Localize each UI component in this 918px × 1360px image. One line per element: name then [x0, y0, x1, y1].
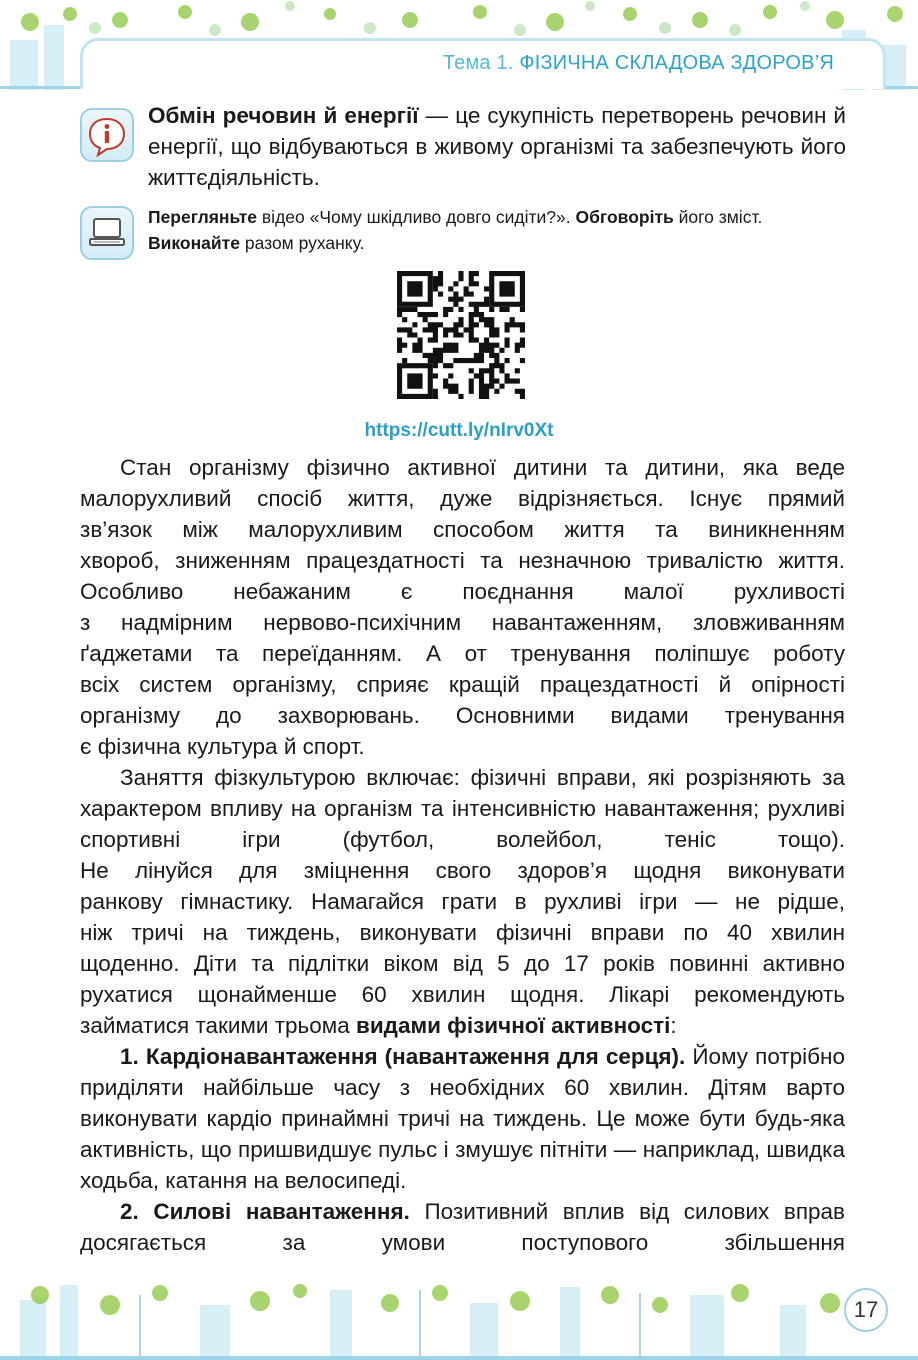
- task-verb-watch: Перегляньте: [148, 207, 258, 227]
- qr-code-icon[interactable]: [397, 271, 525, 399]
- p2-line-7: [80, 1010, 845, 1041]
- p2-line-2: Не лінуйся для зміцнення свого здоров’я щодня виконувати: [80, 858, 845, 883]
- video-link[interactable]: https://cutt.ly/nIrv0Xt: [364, 420, 554, 441]
- cardio-text: Йому потрібно приділяти найбільше часу з необхідних 60 хвилин. Дітям варто виконувати кардіо принаймні тричі на тиждень. Це може бути будь-яка активність, що пришвидшує пульс і змушує пітніти — наприклад, швидка ходьба, катання на велосипеді.: [80, 1044, 845, 1193]
- task-verb-do: Виконайте: [148, 233, 240, 253]
- cardio-heading: 1. Кардіонавантаження (навантаження для серця).: [120, 1044, 686, 1069]
- p2-line-3: ранкову гімнастику. Намагайся грати в рухливі ігри — не рідше,: [80, 889, 845, 914]
- cardio-paragraph: [80, 1041, 845, 1196]
- main-text: [80, 452, 845, 1258]
- laptop-icon: [80, 206, 134, 260]
- p1-line-2: малорухливий спосіб життя, дуже відрізняється. Існує прямий: [80, 486, 845, 511]
- p2-tail-a: займатися такими трьома: [80, 1013, 356, 1038]
- task-text-2: його зміст.: [673, 207, 763, 227]
- strength-heading: 2. Силові навантаження.: [120, 1199, 410, 1224]
- topic-prefix: Тема 1.: [442, 52, 514, 74]
- p2-line-1: Заняття фізкультурою включає: фізичні вправи, які розрізняють за характером впливу на організм та інтенсивністю навантаження; рухливі спортивні ігри (футбол, волейбол, теніс тощо).: [80, 765, 845, 852]
- bottom-decorative-border: [0, 1265, 918, 1360]
- p1-line-8: є фізична культура й спорт.: [80, 734, 365, 759]
- task-text-3: разом руханку.: [239, 233, 365, 253]
- p1-line-1: Стан організму фізично активної дитини та дитини, яка веде: [120, 455, 845, 480]
- task-verb-discuss: Обговоріть: [575, 207, 674, 227]
- info-speech-bubble-icon: [80, 108, 134, 162]
- p2-line-6: рухатися щонайменше 60 хвилин щодня. Лікарі рекомендують: [80, 982, 845, 1007]
- definition-text: — це сукупність перетворень речовин й енергії, що відбуваються в живому організмі та забезпечують його життєдіяльність.: [148, 103, 847, 190]
- p1-line-6: ґаджетами та переїданням. А от тренування поліпшує роботу: [80, 641, 845, 666]
- p2-tail-c: :: [670, 1013, 677, 1038]
- p1-line-5: з надмірним нервово-психічним навантаженням, зловживанням: [80, 610, 845, 635]
- p1-line-3: зв’язок між малорухливим способом життя та виникненням: [80, 517, 845, 542]
- topic-title: [443, 52, 834, 75]
- p2-line-5: щоденно. Діти та підлітки віком від 5 до 17 років повинні активно: [80, 951, 845, 976]
- task-text-1: відео «Чому шкідливо довго сидіти?».: [257, 207, 576, 227]
- activity-types: видами фізичної активності: [356, 1013, 671, 1038]
- p1-line-4: хвороб, зниженням працездатності та незначною тривалістю життя. Особливо небажаним є поєднання малої рухливості: [80, 548, 845, 604]
- strength-text: Позитивний вплив від силових вправ досягається за умови поступового збільшення: [80, 1199, 845, 1255]
- strength-paragraph: [80, 1196, 845, 1258]
- page-number: 17: [844, 1288, 888, 1332]
- topic-name: ФІЗИЧНА СКЛАДОВА ЗДОРОВ’Я: [519, 52, 834, 74]
- definition-paragraph: [148, 100, 846, 193]
- task-instructions: [148, 204, 846, 256]
- p2-line-4: ніж тричі на тиждень, виконувати фізичні вправи по 40 хвилин: [80, 920, 845, 945]
- definition-term: Обмін речовин й енергії: [148, 103, 419, 128]
- p1-line-7: всіх систем організму, сприяє кращій працездатності й опірності організму до захворювань. Основними видами тренування: [80, 672, 845, 728]
